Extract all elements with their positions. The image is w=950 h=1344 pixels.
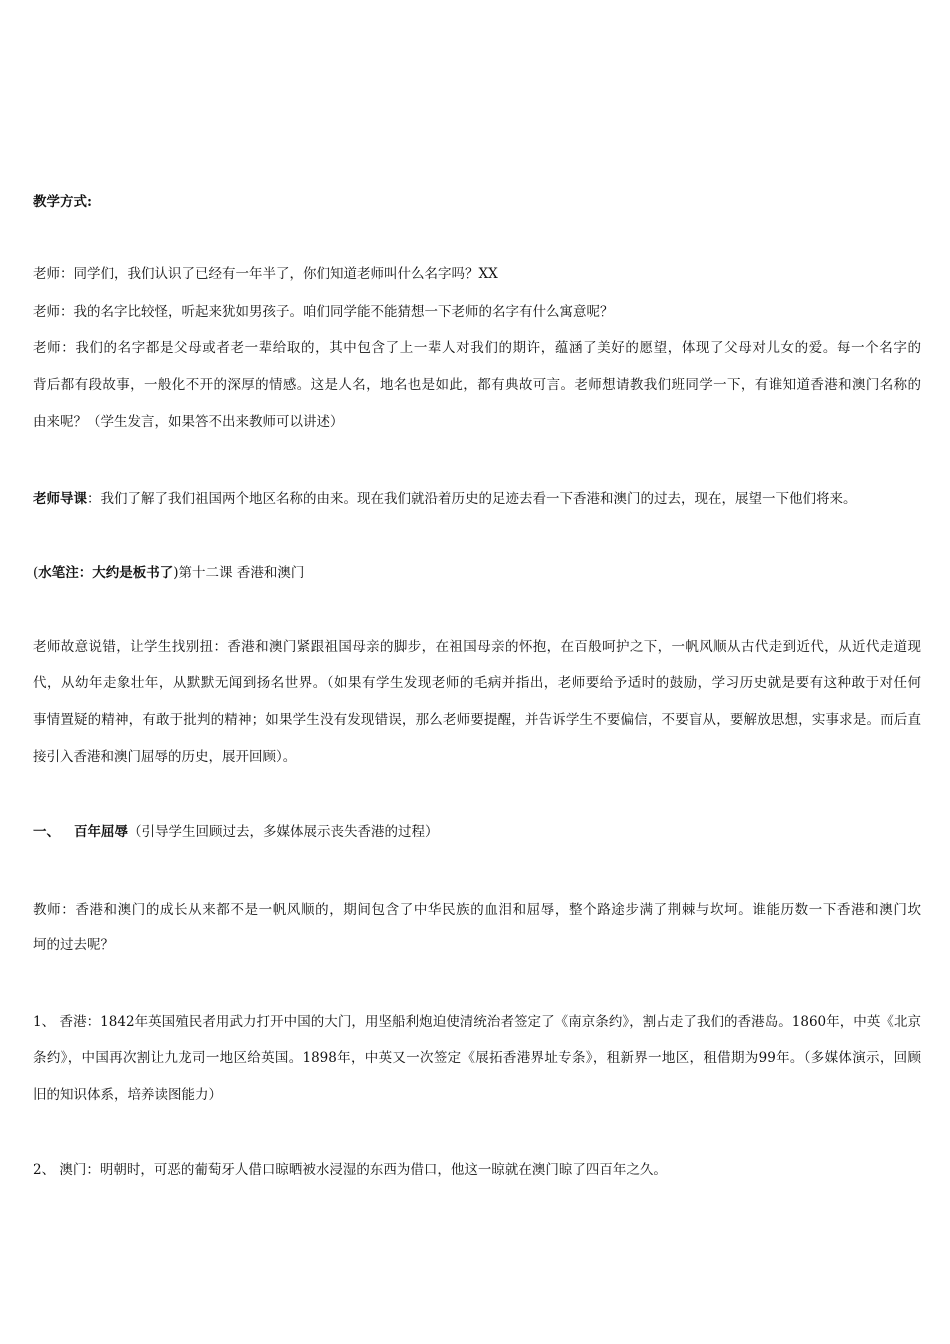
dialogue-line-1: 老师：同学们，我们认识了已经有一年半了，你们知道老师叫什么名字吗？XX xyxy=(33,266,498,282)
note-prefix: ( xyxy=(33,565,39,581)
intro-label: 老师导课 xyxy=(33,491,87,507)
mistake-line-4: 接引入香港和澳门屈辱的历史，展开回顾）。 xyxy=(33,749,297,765)
section-title: 百年屈辱 xyxy=(74,824,128,840)
section-number: 一、 xyxy=(33,824,60,840)
mistake-line-1: 老师故意说错，让学生找别扭：香港和澳门紧跟祖国母亲的脚步，在祖国母亲的怀抱，在百般呵护之下，一帆风顺从古代走到近代，从近代走道现 xyxy=(33,639,921,655)
dialogue-3-line-1: 老师：我们的名字都是父母或者老一辈给取的，其中包含了上一辈人对我们的期许，蕴涵了美好的愿望，体现了父母对儿女的爱。每一个名字的 xyxy=(33,340,921,356)
hongkong-line-2: 条约》，中国再次割让九龙司一地区给英国。1898年，中英又一次签定《展拓香港界址专条》，租新界一地区，租借期为99年。（多媒体演示，回顾 xyxy=(33,1050,921,1066)
hongkong-line-1: 1、 香港：1842年英国殖民者用武力打开中国的大门，用坚船利炮迫使清统治者签定了《南京条约》，割占走了我们的香港岛。1860年，中英《北京 xyxy=(33,1014,921,1030)
dialogue-3-line-3: 由来呢？（学生发言，如果答不出来教师可以讲述） xyxy=(33,414,344,430)
lesson-title-note xyxy=(33,563,921,583)
dialogue-line-2: 老师：我的名字比较怪，听起来犹如男孩子。咱们同学能不能猜想一下老师的名字有什么寓意呢？ xyxy=(33,304,614,320)
intro-text: ：我们了解了我们祖国两个地区名称的由来。现在我们就沿着历史的足迹去看一下香港和澳门的过去，现在，展望一下他们将来。 xyxy=(87,491,857,507)
macau-line: 2、 澳门：明朝时，可恶的葡萄牙人借口晾晒被水浸湿的东西为借口，他这一晾就在澳门晾了四百年之久。 xyxy=(33,1162,667,1178)
teaching-method-heading: 教学方式: xyxy=(33,194,92,210)
teacher-line-2: 坷的过去呢？ xyxy=(33,937,114,953)
section-heading xyxy=(33,822,921,842)
mistake-line-3: 事情置疑的精神，有敢于批判的精神；如果学生没有发现错误，那么老师要提醒，并告诉学生不要偏信，不要盲从，要解放思想，实事求是。而后直 xyxy=(33,712,921,728)
teacher-line-1: 教师：香港和澳门的成长从来都不是一帆风顺的，期间包含了中华民族的血泪和屈辱，整个路途步满了荆棘与坎坷。谁能历数一下香港和澳门坎 xyxy=(33,902,921,918)
intro-paragraph xyxy=(33,489,921,509)
hongkong-line-3: 旧的知识体系，培养读图能力） xyxy=(33,1087,222,1103)
dialogue-3-line-2: 背后都有段故事，一般化不开的深厚的情感。这是人名，地名也是如此，都有典故可言。老师想请教我们班同学一下，有谁知道香港和澳门名称的 xyxy=(33,377,921,393)
note-bold: 水笔注：大约是板书了 xyxy=(38,565,174,581)
note-suffix: )第十二课 香港和澳门 xyxy=(173,565,305,581)
section-note: （引导学生回顾过去，多媒体展示丧失香港的过程） xyxy=(128,824,439,840)
mistake-line-2: 代，从幼年走象壮年，从默默无闻到扬名世界。（如果有学生发现老师的毛病并指出，老师要给予适时的鼓励，学习历史就是要有这种敢于对任何 xyxy=(33,675,921,691)
